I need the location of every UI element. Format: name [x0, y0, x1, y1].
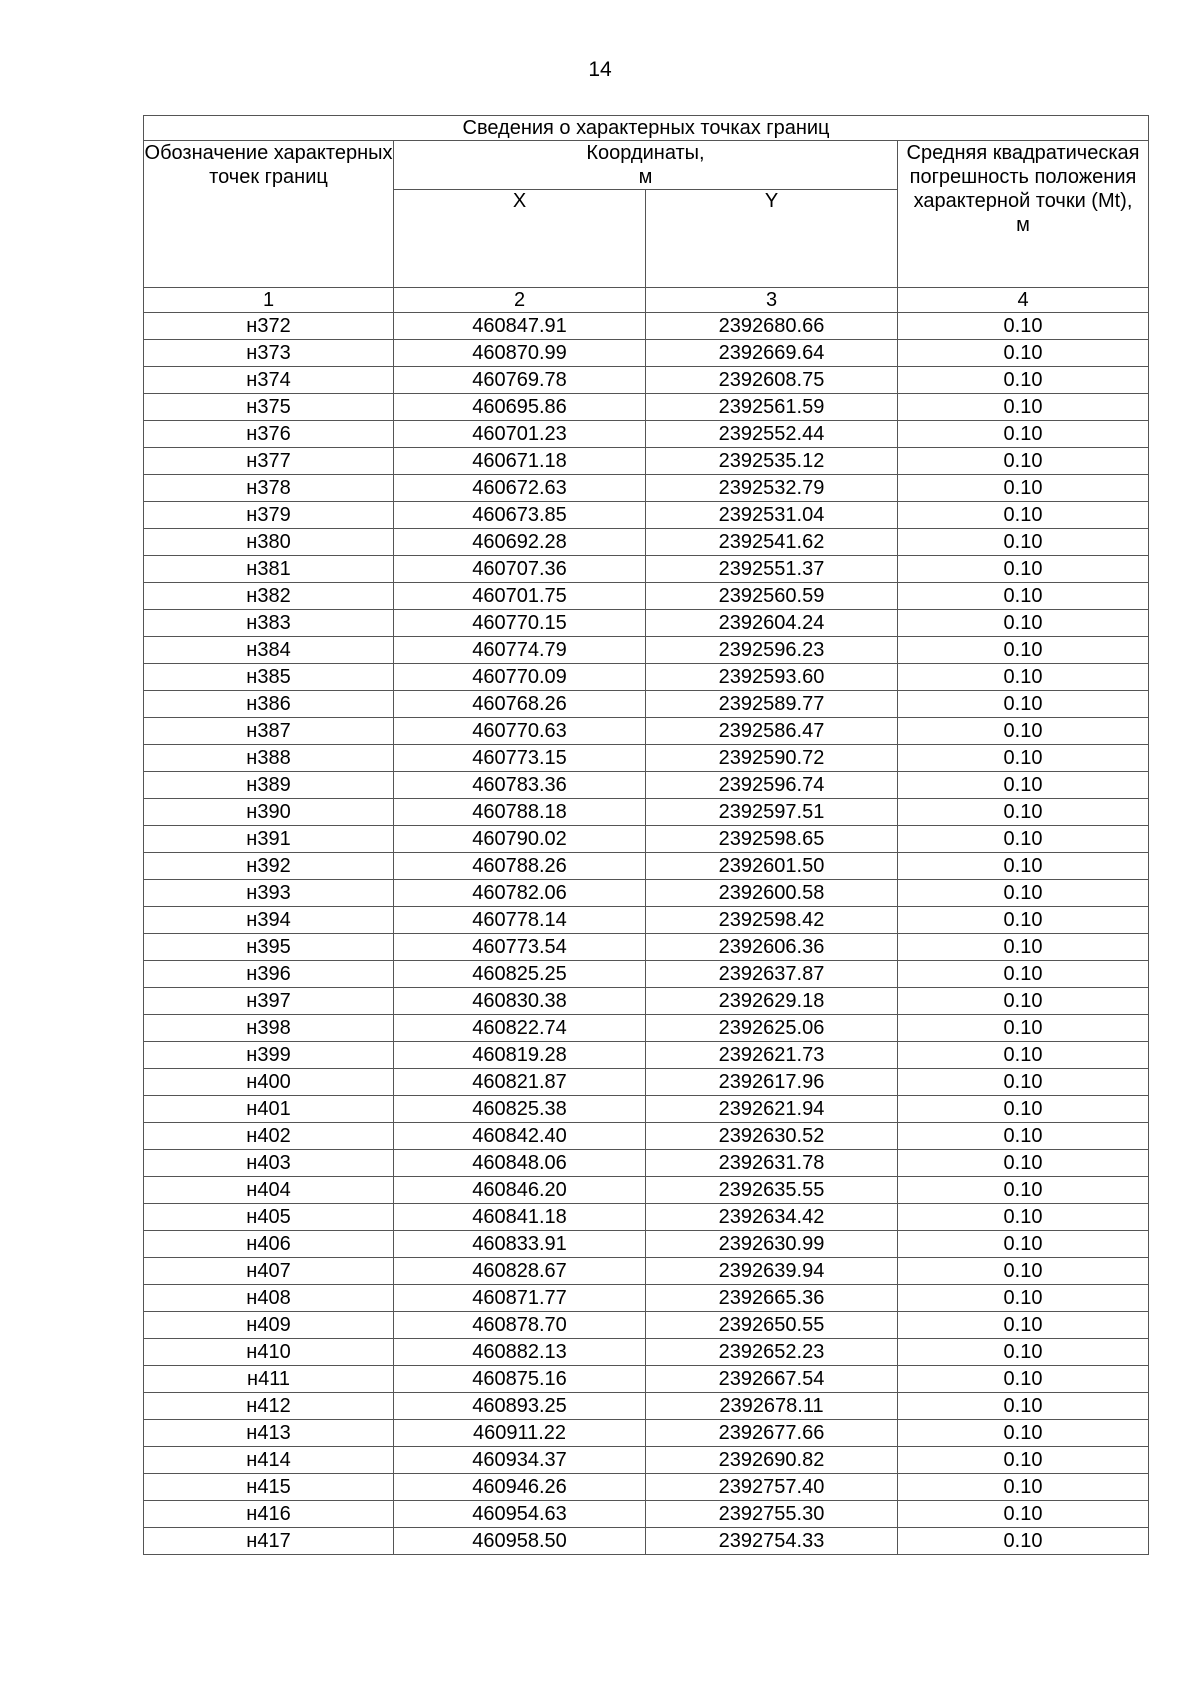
table-row	[144, 1123, 1149, 1150]
x-coordinate-cell: 460954.63	[394, 1501, 646, 1528]
point-designation-cell: н404	[144, 1177, 394, 1204]
mt-error-cell: 0.10	[898, 934, 1149, 961]
mt-error-cell: 0.10	[898, 718, 1149, 745]
mt-error-cell: 0.10	[898, 853, 1149, 880]
point-designation-cell: н403	[144, 1150, 394, 1177]
column-number: 4	[898, 288, 1149, 313]
y-coordinate-cell: 2392593.60	[646, 664, 898, 691]
y-coordinate-cell: 2392552.44	[646, 421, 898, 448]
table-row	[144, 1393, 1149, 1420]
x-coordinate-cell: 460847.91	[394, 313, 646, 340]
x-coordinate-cell: 460773.54	[394, 934, 646, 961]
mt-error-cell: 0.10	[898, 1393, 1149, 1420]
table-row	[144, 1204, 1149, 1231]
y-coordinate-cell: 2392677.66	[646, 1420, 898, 1447]
y-coordinate-cell: 2392551.37	[646, 556, 898, 583]
y-coordinate-cell: 2392597.51	[646, 799, 898, 826]
x-coordinate-cell: 460833.91	[394, 1231, 646, 1258]
x-coordinate-cell: 460841.18	[394, 1204, 646, 1231]
x-coordinate-cell: 460893.25	[394, 1393, 646, 1420]
table-row	[144, 1258, 1149, 1285]
table-row	[144, 475, 1149, 502]
table-row	[144, 745, 1149, 772]
mt-error-cell: 0.10	[898, 961, 1149, 988]
table-row	[144, 664, 1149, 691]
table-row	[144, 1042, 1149, 1069]
y-coordinate-cell: 2392621.73	[646, 1042, 898, 1069]
mt-error-cell: 0.10	[898, 1069, 1149, 1096]
x-coordinate-cell: 460819.28	[394, 1042, 646, 1069]
x-coordinate-cell: 460692.28	[394, 529, 646, 556]
mt-error-cell: 0.10	[898, 1015, 1149, 1042]
point-designation-cell: н400	[144, 1069, 394, 1096]
mt-error-cell: 0.10	[898, 1258, 1149, 1285]
header-row-1	[144, 141, 1149, 190]
y-coordinate-cell: 2392561.59	[646, 394, 898, 421]
y-coordinate-cell: 2392608.75	[646, 367, 898, 394]
mt-error-cell: 0.10	[898, 583, 1149, 610]
mt-error-cell: 0.10	[898, 988, 1149, 1015]
header-x: X	[394, 190, 646, 288]
column-numbers-row	[144, 288, 1149, 313]
mt-error-cell: 0.10	[898, 1447, 1149, 1474]
x-coordinate-cell: 460842.40	[394, 1123, 646, 1150]
y-coordinate-cell: 2392652.23	[646, 1339, 898, 1366]
table-row	[144, 610, 1149, 637]
x-coordinate-cell: 460790.02	[394, 826, 646, 853]
table-row	[144, 1177, 1149, 1204]
table-row	[144, 340, 1149, 367]
point-designation-cell: н406	[144, 1231, 394, 1258]
point-designation-cell: н392	[144, 853, 394, 880]
point-designation-cell: н387	[144, 718, 394, 745]
x-coordinate-cell: 460882.13	[394, 1339, 646, 1366]
table-row	[144, 1366, 1149, 1393]
y-coordinate-cell: 2392680.66	[646, 313, 898, 340]
point-designation-cell: н386	[144, 691, 394, 718]
x-coordinate-cell: 460875.16	[394, 1366, 646, 1393]
point-designation-cell: н388	[144, 745, 394, 772]
header-designation: Обозначение характерных точек границ	[144, 141, 394, 288]
x-coordinate-cell: 460671.18	[394, 448, 646, 475]
x-coordinate-cell: 460672.63	[394, 475, 646, 502]
x-coordinate-cell: 460788.26	[394, 853, 646, 880]
point-designation-cell: н383	[144, 610, 394, 637]
x-coordinate-cell: 460878.70	[394, 1312, 646, 1339]
x-coordinate-cell: 460782.06	[394, 880, 646, 907]
point-designation-cell: н397	[144, 988, 394, 1015]
mt-error-cell: 0.10	[898, 340, 1149, 367]
table-caption-row	[144, 116, 1149, 141]
x-coordinate-cell: 460822.74	[394, 1015, 646, 1042]
table-row	[144, 1420, 1149, 1447]
mt-error-cell: 0.10	[898, 448, 1149, 475]
table-row	[144, 1474, 1149, 1501]
mt-error-cell: 0.10	[898, 907, 1149, 934]
y-coordinate-cell: 2392535.12	[646, 448, 898, 475]
x-coordinate-cell: 460870.99	[394, 340, 646, 367]
x-coordinate-cell: 460911.22	[394, 1420, 646, 1447]
y-coordinate-cell: 2392634.42	[646, 1204, 898, 1231]
mt-error-cell: 0.10	[898, 502, 1149, 529]
table-caption: Сведения о характерных точках границ	[144, 116, 1149, 141]
y-coordinate-cell: 2392541.62	[646, 529, 898, 556]
x-coordinate-cell: 460770.63	[394, 718, 646, 745]
table-row	[144, 691, 1149, 718]
mt-error-cell: 0.10	[898, 610, 1149, 637]
y-coordinate-cell: 2392667.54	[646, 1366, 898, 1393]
point-designation-cell: н409	[144, 1312, 394, 1339]
x-coordinate-cell: 460825.38	[394, 1096, 646, 1123]
y-coordinate-cell: 2392606.36	[646, 934, 898, 961]
table-row	[144, 1015, 1149, 1042]
header-y: Y	[646, 190, 898, 288]
table-row	[144, 1285, 1149, 1312]
x-coordinate-cell: 460673.85	[394, 502, 646, 529]
point-designation-cell: н399	[144, 1042, 394, 1069]
y-coordinate-cell: 2392598.65	[646, 826, 898, 853]
y-coordinate-cell: 2392590.72	[646, 745, 898, 772]
header-mean-square-error: Средняя квадратическая погрешность положения характерной точки (Mt), м	[898, 141, 1149, 288]
x-coordinate-cell: 460783.36	[394, 772, 646, 799]
x-coordinate-cell: 460958.50	[394, 1528, 646, 1555]
table-row	[144, 1096, 1149, 1123]
y-coordinate-cell: 2392617.96	[646, 1069, 898, 1096]
mt-error-cell: 0.10	[898, 1096, 1149, 1123]
y-coordinate-cell: 2392630.99	[646, 1231, 898, 1258]
x-coordinate-cell: 460701.75	[394, 583, 646, 610]
x-coordinate-cell: 460825.25	[394, 961, 646, 988]
mt-error-cell: 0.10	[898, 1312, 1149, 1339]
table-row	[144, 907, 1149, 934]
x-coordinate-cell: 460707.36	[394, 556, 646, 583]
point-designation-cell: н375	[144, 394, 394, 421]
table-row	[144, 826, 1149, 853]
x-coordinate-cell: 460774.79	[394, 637, 646, 664]
mt-error-cell: 0.10	[898, 421, 1149, 448]
table-row	[144, 1528, 1149, 1555]
point-designation-cell: н412	[144, 1393, 394, 1420]
point-designation-cell: н402	[144, 1123, 394, 1150]
mt-error-cell: 0.10	[898, 799, 1149, 826]
y-coordinate-cell: 2392596.23	[646, 637, 898, 664]
point-designation-cell: н413	[144, 1420, 394, 1447]
table-row	[144, 394, 1149, 421]
point-designation-cell: н408	[144, 1285, 394, 1312]
x-coordinate-cell: 460821.87	[394, 1069, 646, 1096]
x-coordinate-cell: 460871.77	[394, 1285, 646, 1312]
point-designation-cell: н381	[144, 556, 394, 583]
table-row	[144, 988, 1149, 1015]
boundary-points-table	[143, 115, 1149, 1555]
point-designation-cell: н393	[144, 880, 394, 907]
point-designation-cell: н398	[144, 1015, 394, 1042]
mt-error-cell: 0.10	[898, 529, 1149, 556]
y-coordinate-cell: 2392635.55	[646, 1177, 898, 1204]
mt-error-cell: 0.10	[898, 745, 1149, 772]
point-designation-cell: н407	[144, 1258, 394, 1285]
point-designation-cell: н380	[144, 529, 394, 556]
point-designation-cell: н394	[144, 907, 394, 934]
point-designation-cell: н372	[144, 313, 394, 340]
point-designation-cell: н385	[144, 664, 394, 691]
point-designation-cell: н373	[144, 340, 394, 367]
mt-error-cell: 0.10	[898, 880, 1149, 907]
x-coordinate-cell: 460769.78	[394, 367, 646, 394]
mt-error-cell: 0.10	[898, 394, 1149, 421]
mt-error-cell: 0.10	[898, 1366, 1149, 1393]
x-coordinate-cell: 460778.14	[394, 907, 646, 934]
y-coordinate-cell: 2392625.06	[646, 1015, 898, 1042]
table-row	[144, 853, 1149, 880]
y-coordinate-cell: 2392630.52	[646, 1123, 898, 1150]
y-coordinate-cell: 2392665.36	[646, 1285, 898, 1312]
x-coordinate-cell: 460828.67	[394, 1258, 646, 1285]
column-number: 1	[144, 288, 394, 313]
column-number: 3	[646, 288, 898, 313]
mt-error-cell: 0.10	[898, 1042, 1149, 1069]
table-row	[144, 1339, 1149, 1366]
x-coordinate-cell: 460770.15	[394, 610, 646, 637]
x-coordinate-cell: 460768.26	[394, 691, 646, 718]
y-coordinate-cell: 2392560.59	[646, 583, 898, 610]
mt-error-cell: 0.10	[898, 637, 1149, 664]
point-designation-cell: н389	[144, 772, 394, 799]
y-coordinate-cell: 2392596.74	[646, 772, 898, 799]
mt-error-cell: 0.10	[898, 1204, 1149, 1231]
y-coordinate-cell: 2392531.04	[646, 502, 898, 529]
y-coordinate-cell: 2392586.47	[646, 718, 898, 745]
x-coordinate-cell: 460770.09	[394, 664, 646, 691]
table-body	[144, 313, 1149, 1555]
x-coordinate-cell: 460830.38	[394, 988, 646, 1015]
y-coordinate-cell: 2392629.18	[646, 988, 898, 1015]
table-row	[144, 1312, 1149, 1339]
x-coordinate-cell: 460846.20	[394, 1177, 646, 1204]
table-row	[144, 529, 1149, 556]
mt-error-cell: 0.10	[898, 1420, 1149, 1447]
y-coordinate-cell: 2392621.94	[646, 1096, 898, 1123]
y-coordinate-cell: 2392589.77	[646, 691, 898, 718]
y-coordinate-cell: 2392669.64	[646, 340, 898, 367]
point-designation-cell: н377	[144, 448, 394, 475]
point-designation-cell: н410	[144, 1339, 394, 1366]
page-number: 14	[588, 58, 612, 81]
y-coordinate-cell: 2392604.24	[646, 610, 898, 637]
mt-error-cell: 0.10	[898, 1528, 1149, 1555]
point-designation-cell: н415	[144, 1474, 394, 1501]
point-designation-cell: н390	[144, 799, 394, 826]
x-coordinate-cell: 460946.26	[394, 1474, 646, 1501]
y-coordinate-cell: 2392757.40	[646, 1474, 898, 1501]
mt-error-cell: 0.10	[898, 691, 1149, 718]
y-coordinate-cell: 2392755.30	[646, 1501, 898, 1528]
header-coordinates: Координаты, м	[394, 141, 898, 190]
point-designation-cell: н411	[144, 1366, 394, 1393]
mt-error-cell: 0.10	[898, 1150, 1149, 1177]
table-header	[144, 116, 1149, 313]
x-coordinate-cell: 460934.37	[394, 1447, 646, 1474]
point-designation-cell: н395	[144, 934, 394, 961]
table-row	[144, 637, 1149, 664]
table-row	[144, 718, 1149, 745]
table-row	[144, 1150, 1149, 1177]
x-coordinate-cell: 460773.15	[394, 745, 646, 772]
table-row	[144, 772, 1149, 799]
point-designation-cell: н417	[144, 1528, 394, 1555]
table-row	[144, 961, 1149, 988]
table-row	[144, 583, 1149, 610]
x-coordinate-cell: 460788.18	[394, 799, 646, 826]
table-row	[144, 367, 1149, 394]
point-designation-cell: н382	[144, 583, 394, 610]
table-row	[144, 448, 1149, 475]
table-row	[144, 1447, 1149, 1474]
point-designation-cell: н384	[144, 637, 394, 664]
mt-error-cell: 0.10	[898, 826, 1149, 853]
mt-error-cell: 0.10	[898, 313, 1149, 340]
table-row	[144, 421, 1149, 448]
point-designation-cell: н376	[144, 421, 394, 448]
point-designation-cell: н378	[144, 475, 394, 502]
y-coordinate-cell: 2392690.82	[646, 1447, 898, 1474]
point-designation-cell: н401	[144, 1096, 394, 1123]
mt-error-cell: 0.10	[898, 1339, 1149, 1366]
table-row	[144, 556, 1149, 583]
x-coordinate-cell: 460848.06	[394, 1150, 646, 1177]
mt-error-cell: 0.10	[898, 1285, 1149, 1312]
point-designation-cell: н416	[144, 1501, 394, 1528]
mt-error-cell: 0.10	[898, 1501, 1149, 1528]
mt-error-cell: 0.10	[898, 367, 1149, 394]
y-coordinate-cell: 2392650.55	[646, 1312, 898, 1339]
x-coordinate-cell: 460701.23	[394, 421, 646, 448]
y-coordinate-cell: 2392639.94	[646, 1258, 898, 1285]
mt-error-cell: 0.10	[898, 1231, 1149, 1258]
y-coordinate-cell: 2392532.79	[646, 475, 898, 502]
point-designation-cell: н374	[144, 367, 394, 394]
y-coordinate-cell: 2392637.87	[646, 961, 898, 988]
table-row	[144, 313, 1149, 340]
y-coordinate-cell: 2392754.33	[646, 1528, 898, 1555]
table-row	[144, 1501, 1149, 1528]
mt-error-cell: 0.10	[898, 556, 1149, 583]
point-designation-cell: н391	[144, 826, 394, 853]
table-row	[144, 502, 1149, 529]
table-row	[144, 1069, 1149, 1096]
mt-error-cell: 0.10	[898, 475, 1149, 502]
y-coordinate-cell: 2392598.42	[646, 907, 898, 934]
point-designation-cell: н405	[144, 1204, 394, 1231]
y-coordinate-cell: 2392631.78	[646, 1150, 898, 1177]
mt-error-cell: 0.10	[898, 1123, 1149, 1150]
table-row	[144, 880, 1149, 907]
y-coordinate-cell: 2392678.11	[646, 1393, 898, 1420]
point-designation-cell: н414	[144, 1447, 394, 1474]
x-coordinate-cell: 460695.86	[394, 394, 646, 421]
table-row	[144, 1231, 1149, 1258]
mt-error-cell: 0.10	[898, 1474, 1149, 1501]
table-row	[144, 799, 1149, 826]
mt-error-cell: 0.10	[898, 664, 1149, 691]
y-coordinate-cell: 2392600.58	[646, 880, 898, 907]
mt-error-cell: 0.10	[898, 1177, 1149, 1204]
mt-error-cell: 0.10	[898, 772, 1149, 799]
point-designation-cell: н379	[144, 502, 394, 529]
column-number: 2	[394, 288, 646, 313]
y-coordinate-cell: 2392601.50	[646, 853, 898, 880]
table-row	[144, 934, 1149, 961]
point-designation-cell: н396	[144, 961, 394, 988]
